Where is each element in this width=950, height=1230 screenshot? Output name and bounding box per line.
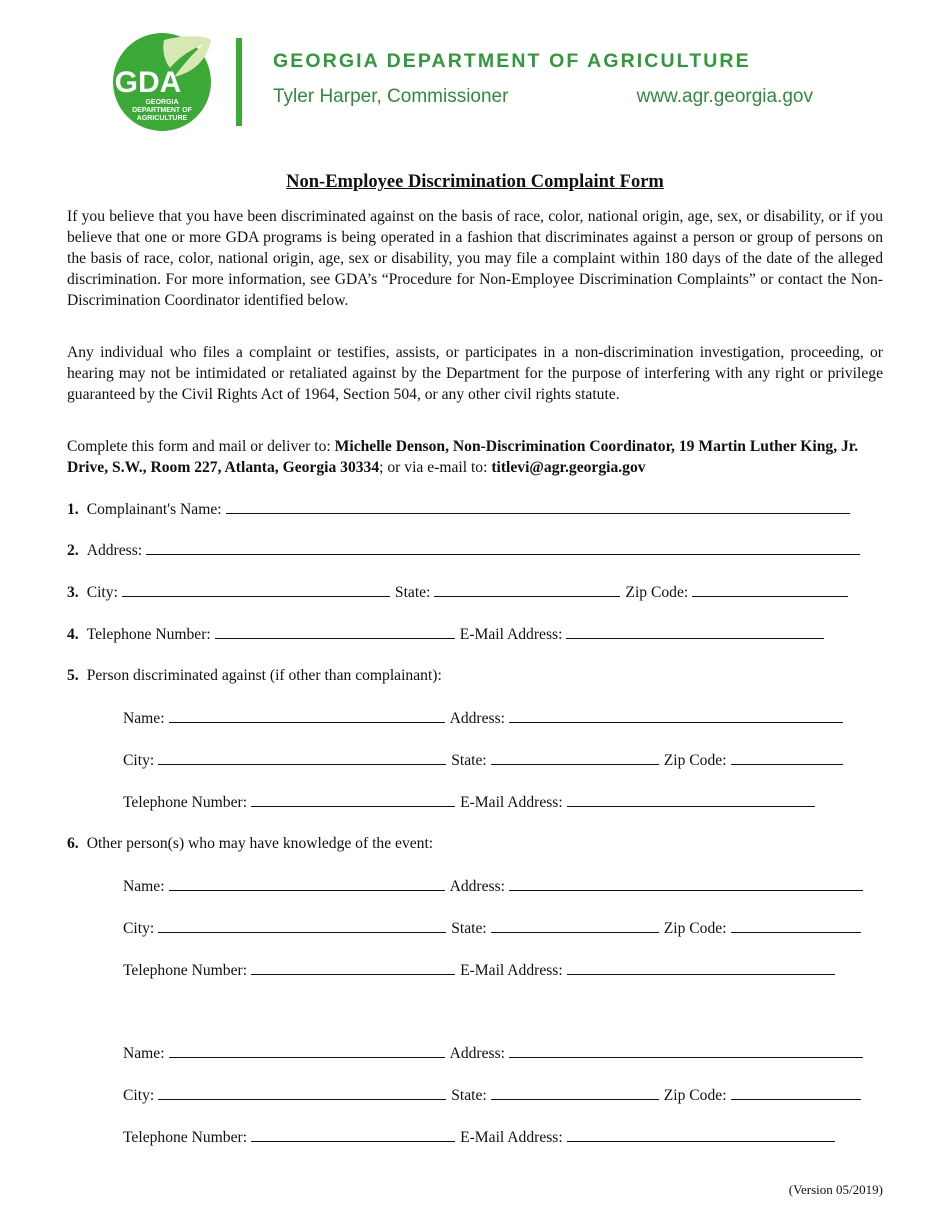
person-discriminated-label: Person discriminated against (if other than complainant): (86, 667, 442, 684)
person5-name-address-row (123, 709, 848, 728)
city-label: City: (86, 584, 118, 601)
state-label: State: (451, 1087, 487, 1104)
email-label: E-Mail Address: (460, 962, 563, 979)
question-number: 6. (67, 835, 79, 852)
state-label: State: (451, 920, 487, 937)
witness1-city-field[interactable] (158, 919, 446, 933)
zip-label: Zip Code: (663, 920, 727, 937)
address-label: Address: (449, 1045, 506, 1062)
witness1-zip-field[interactable] (731, 919, 861, 933)
person5-telephone-field[interactable] (251, 793, 455, 807)
svg-text:GEORGIA: GEORGIA (145, 99, 179, 106)
witness1-email-field[interactable] (567, 961, 835, 975)
person5-address-field[interactable] (509, 709, 843, 723)
address-field[interactable] (146, 541, 860, 555)
complainant-name-label: Complainant's Name: (86, 501, 222, 518)
person5-name-field[interactable] (169, 709, 445, 723)
witness1-phone-row (123, 961, 840, 980)
zip-label: Zip Code: (663, 1087, 727, 1104)
svg-text:AGRICULTURE: AGRICULTURE (136, 115, 188, 122)
witness2-email-field[interactable] (567, 1128, 835, 1142)
state-label: State: (394, 584, 431, 601)
phone-email-row (67, 625, 829, 644)
logo-text: GDA (114, 66, 182, 99)
gda-logo (112, 32, 212, 132)
person5-city-field[interactable] (158, 751, 446, 765)
witness2-name-field[interactable] (169, 1044, 445, 1058)
mail-intro: Complete this form and mail or deliver to: (67, 438, 335, 455)
person-discriminated-heading (67, 667, 442, 685)
svg-text:DEPARTMENT OF: DEPARTMENT OF (132, 107, 192, 114)
question-number: 2. (67, 542, 79, 559)
address-row (67, 541, 865, 560)
coordinator-email[interactable]: titlevi@agr.georgia.gov (491, 459, 646, 476)
other-persons-label: Other person(s) who may have knowledge of the event: (86, 835, 434, 852)
state-label: State: (451, 752, 487, 769)
website-link[interactable]: www.agr.georgia.gov (636, 86, 813, 107)
city-label: City: (123, 920, 155, 937)
city-label: City: (123, 752, 155, 769)
question-number: 3. (67, 584, 79, 601)
other-persons-heading (67, 835, 433, 853)
witness1-name-field[interactable] (169, 877, 445, 891)
telephone-label: Telephone Number: (86, 626, 211, 643)
address-label: Address: (449, 878, 506, 895)
witness2-city-field[interactable] (158, 1086, 446, 1100)
version-label: (Version 05/2019) (788, 1182, 883, 1197)
telephone-label: Telephone Number: (123, 1129, 248, 1146)
telephone-label: Telephone Number: (123, 962, 248, 979)
zip-field[interactable] (692, 583, 848, 597)
address-label: Address: (449, 710, 506, 727)
witness1-name-address-row (123, 877, 868, 896)
complainant-name-field[interactable] (226, 500, 850, 514)
witness1-city-row (123, 919, 866, 938)
zip-label: Zip Code: (625, 584, 689, 601)
state-field[interactable] (434, 583, 620, 597)
person5-zip-field[interactable] (731, 751, 843, 765)
email-label: E-Mail Address: (460, 1129, 563, 1146)
person5-phone-row (123, 793, 820, 812)
witness2-address-field[interactable] (509, 1044, 863, 1058)
department-name: GEORGIA DEPARTMENT OF AGRICULTURE (273, 50, 751, 72)
witness1-telephone-field[interactable] (251, 961, 455, 975)
email-label: E-Mail Address: (459, 626, 563, 643)
name-label: Name: (123, 1045, 165, 1062)
witness2-name-address-row (123, 1044, 868, 1063)
name-label: Name: (123, 710, 165, 727)
question-number: 5. (67, 667, 79, 684)
witness2-zip-field[interactable] (731, 1086, 861, 1100)
retaliation-paragraph: Any individual who files a complaint or testifies, assists, or participates in a non-discrimination investigation, proceeding, or hearing may not be intimidated or retaliated against by the Department for the purpose of interfering with any right or privilege guaranteed by the Civil Rights Act of 1964, Section 504, or any other civil rights statute. (67, 344, 883, 403)
zip-label: Zip Code: (663, 752, 727, 769)
witness2-phone-row (123, 1128, 840, 1147)
witness2-state-field[interactable] (491, 1086, 659, 1100)
question-number: 1. (67, 501, 79, 518)
address-label: Address: (86, 542, 143, 559)
commissioner-name: Tyler Harper, Commissioner (273, 86, 509, 107)
email-label: E-Mail Address: (460, 794, 563, 811)
intro-paragraph: If you believe that you have been discriminated against on the basis of race, color, national origin, age, sex, or disability, or if you believe that one or more GDA programs is being operated in a fashion that discriminates against a person or group of persons on the basis of race, color, national origin, age, sex or disability, you may file a complaint within 180 days of the date of the alleged discrimination. For more information, see GDA’s “Procedure for Non-Employee Discrimination Complaints” or contact the Non-Discrimination Coordinator identified below. (67, 208, 883, 309)
telephone-field[interactable] (215, 625, 455, 639)
coordinator-address: Michelle Denson, Non-Discrimination Coordinator, 19 Martin Luther King, Jr. Drive, S.W., Room 227, Atlanta, Georgia 30334 (67, 438, 859, 476)
mailing-instructions (67, 436, 883, 478)
witness2-city-row (123, 1086, 866, 1105)
question-number: 4. (67, 626, 79, 643)
name-label: Name: (123, 878, 165, 895)
telephone-label: Telephone Number: (123, 794, 248, 811)
witness1-state-field[interactable] (491, 919, 659, 933)
city-label: City: (123, 1087, 155, 1104)
witness2-telephone-field[interactable] (251, 1128, 455, 1142)
person5-email-field[interactable] (567, 793, 815, 807)
form-title: Non-Employee Discrimination Complaint Form (286, 172, 664, 192)
person5-state-field[interactable] (491, 751, 659, 765)
email-field[interactable] (566, 625, 824, 639)
city-field[interactable] (122, 583, 390, 597)
witness1-address-field[interactable] (509, 877, 863, 891)
person5-city-row (123, 751, 848, 770)
city-state-zip-row (67, 583, 853, 602)
header-divider (236, 38, 242, 126)
email-intro: ; or via e-mail to: (379, 459, 492, 476)
complainant-name-row (67, 500, 855, 519)
